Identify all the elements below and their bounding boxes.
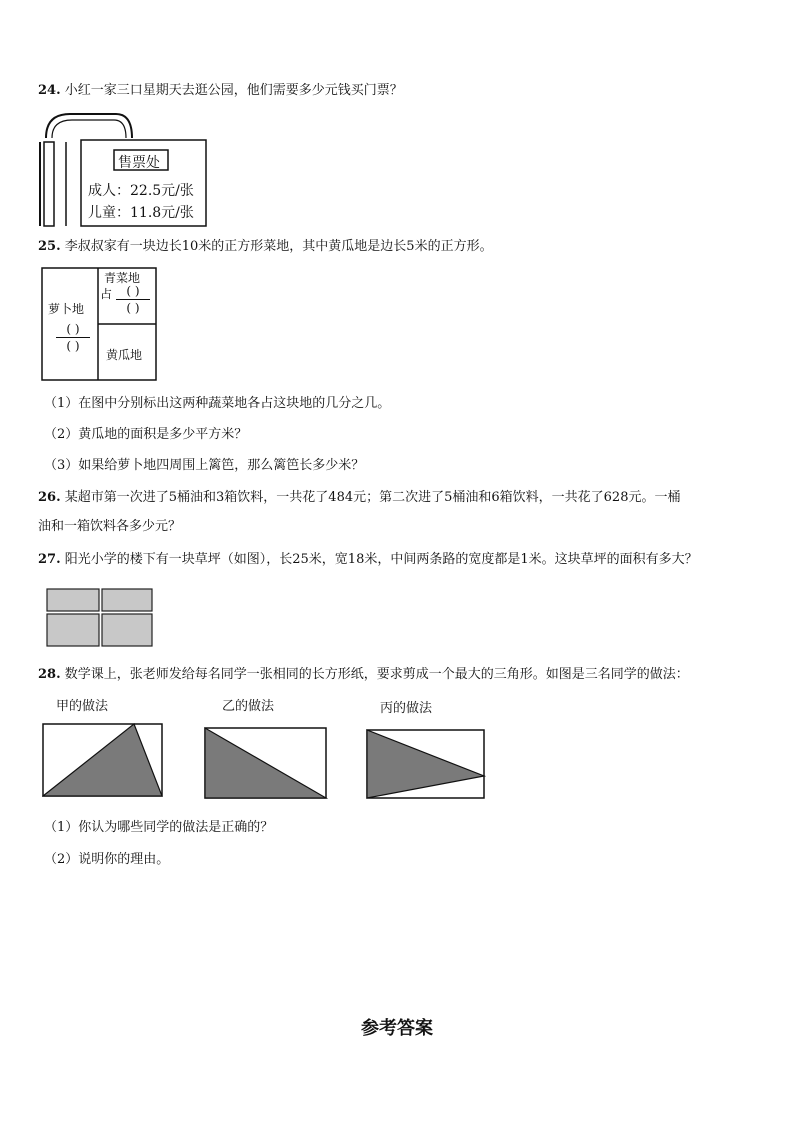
cucumber-label: 黄瓜地 [106, 348, 143, 362]
question-text-line-2: 油和一箱饮料各多少元？ [38, 519, 182, 534]
question-26 [38, 487, 758, 509]
q25-subquestion-2: （2）黄瓜地的面积是多少平方米？ [44, 427, 248, 442]
q28-subquestion-2: （2）说明你的理由。 [44, 852, 170, 867]
greens-label: 青菜地 [104, 271, 141, 285]
question-number: 24. [38, 83, 61, 98]
q25-subquestion-3: （3）如果给萝卜地四周围上篱笆，那么篱笆长多少米？ [44, 458, 365, 473]
greens-fraction [114, 284, 152, 315]
method-c-label: 丙的做法 [380, 701, 433, 716]
child-price: 儿童：11.8元/张 [88, 205, 194, 221]
vegetable-plot-figure [40, 266, 158, 382]
question-26-continued [38, 516, 181, 538]
greens-occupies-label: 占 [100, 287, 113, 301]
question-text: 数学课上，张老师发给每名同学一张相同的长方形纸，要求剪成一个最大的三角形。如图是三名同学的做法： [64, 667, 689, 682]
question-text: 阳光小学的楼下有一块草坪（如图），长25米，宽18米，中间两条路的宽度都是1米。这块草坪的面积有多大？ [64, 552, 698, 567]
lawn-drawing [46, 588, 154, 648]
question-number: 26. [38, 490, 61, 505]
question-25 [38, 236, 493, 258]
fraction-numerator-blank: ( ) [66, 322, 80, 336]
question-number: 27. [38, 552, 61, 567]
method-a-drawing [42, 722, 164, 798]
question-number: 25. [38, 239, 61, 254]
question-number: 28. [38, 667, 61, 682]
question-27 [38, 549, 698, 571]
question-text: 小红一家三口星期天去逛公园，他们需要多少元钱买门票？ [64, 83, 403, 98]
question-text-line-1: 某超市第一次进了5桶油和3箱饮料，一共花了484元；第二次进了5桶油和6箱饮料，一共花了628元。一桶 [64, 490, 681, 505]
method-a-figure [42, 722, 164, 798]
question-24 [38, 80, 403, 102]
fraction-denominator-blank: ( ) [126, 301, 140, 315]
method-c-figure [366, 728, 486, 800]
adult-price: 成人：22.5元/张 [88, 183, 194, 199]
question-28 [38, 664, 689, 686]
q25-subquestion-1: （1）在图中分别标出这两种蔬菜地各占这块地的几分之几。 [44, 396, 391, 411]
method-b-drawing [204, 726, 328, 800]
q28-subquestion-1: （1）你认为哪些同学的做法是正确的？ [44, 820, 274, 835]
ticket-booth-figure [36, 108, 210, 228]
fraction-bar [116, 299, 150, 300]
radish-label: 萝卜地 [48, 302, 85, 316]
radish-fraction [54, 322, 92, 353]
sign-title: 售票处 [118, 155, 160, 171]
lawn-figure [46, 588, 154, 648]
fraction-bar [56, 337, 90, 338]
method-c-drawing [366, 728, 486, 800]
method-b-label: 乙的做法 [222, 699, 275, 714]
fraction-denominator-blank: ( ) [66, 339, 80, 353]
fraction-numerator-blank: ( ) [126, 284, 140, 298]
method-a-label: 甲的做法 [56, 699, 109, 714]
question-text: 李叔叔家有一块边长10米的正方形菜地，其中黄瓜地是边长5米的正方形。 [64, 239, 493, 254]
method-b-figure [204, 726, 328, 800]
answer-section-title: 参考答案 [361, 1018, 433, 1039]
